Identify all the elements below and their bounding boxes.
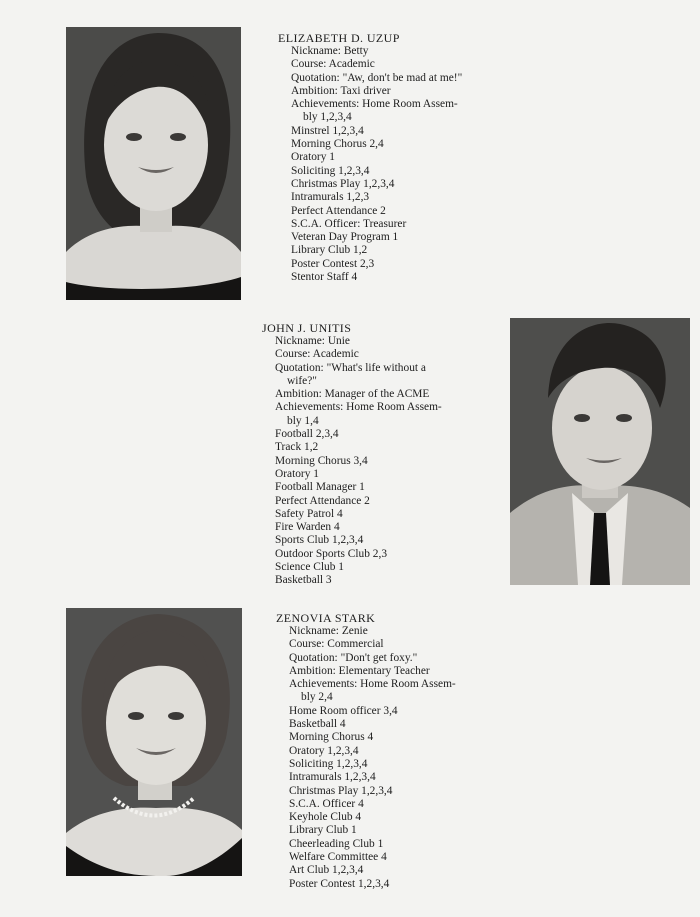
bio-item: Soliciting 1,2,3,4 — [289, 757, 368, 770]
bio-item: Poster Contest 1,2,3,4 — [289, 877, 390, 890]
bio-item: Library Club 1 — [289, 824, 357, 837]
student-name: ZENOVIA STARK — [276, 611, 376, 625]
bio-item: Oratory 1 — [291, 151, 335, 164]
portrait-photo-john — [510, 318, 690, 585]
bio-nickname: Nickname: Zenie — [289, 625, 368, 637]
bio-achievements: Achievements: Home Room Assem- — [275, 401, 442, 414]
bio-nickname: Nickname: Betty — [291, 45, 369, 57]
bio-item: Morning Chorus 2,4 — [291, 138, 384, 151]
bio-item: Welfare Committee 4 — [289, 851, 387, 864]
bio-item: Outdoor Sports Club 2,3 — [275, 547, 388, 560]
bio-item: Football Manager 1 — [275, 481, 365, 494]
bio-item: Perfect Attendance 2 — [275, 494, 370, 507]
bio-nickname: Nickname: Unie — [275, 335, 350, 347]
bio-item: Safety Patrol 4 — [275, 507, 343, 520]
bio-item: Intramurals 1,2,3 — [291, 191, 370, 204]
bio-item: Fire Warden 4 — [275, 521, 340, 534]
bio-item: Home Room officer 3,4 — [289, 704, 398, 717]
bio-item: Minstrel 1,2,3,4 — [291, 124, 364, 137]
student-name: ELIZABETH D. UZUP — [278, 31, 400, 45]
student-bio-zenovia — [276, 611, 497, 891]
bio-item: Soliciting 1,2,3,4 — [291, 164, 370, 177]
bio-item: Veteran Day Program 1 — [291, 231, 399, 244]
bio-item: Football 2,3,4 — [275, 428, 339, 441]
bio-quotation: Quotation: "What's life without a — [275, 361, 426, 374]
bio-course: Course: Commercial — [289, 638, 384, 651]
bio-quotation: Quotation: "Don't get foxy." — [289, 651, 418, 664]
bio-item: Morning Chorus 4 — [289, 731, 374, 744]
bio-item: Perfect Attendance 2 — [291, 204, 386, 217]
bio-item: Basketball 4 — [289, 718, 346, 731]
bio-item: Library Club 1,2 — [291, 244, 368, 257]
bio-ambition: Ambition: Elementary Teacher — [289, 664, 430, 677]
bio-item: Christmas Play 1,2,3,4 — [289, 784, 393, 797]
bio-achievements-cont: bly 2,4 — [301, 691, 333, 704]
bio-achievements: Achievements: Home Room Assem- — [289, 678, 456, 691]
bio-item: S.C.A. Officer: Treasurer — [291, 217, 407, 230]
bio-item: Intramurals 1,2,3,4 — [289, 771, 376, 784]
bio-ambition: Ambition: Taxi driver — [291, 84, 391, 97]
bio-achievements-cont: bly 1,4 — [287, 414, 319, 427]
bio-quotation-cont: wife?" — [287, 374, 317, 387]
student-bio-john — [262, 321, 483, 588]
bio-quotation: Quotation: "Aw, don't be mad at me!" — [291, 71, 463, 84]
bio-achievements: Achievements: Home Room Assem- — [291, 98, 458, 111]
portrait-photo-zenovia — [66, 608, 242, 876]
bio-item: Track 1,2 — [275, 441, 319, 454]
bio-item: Stentor Staff 4 — [291, 271, 358, 284]
student-bio-elizabeth — [278, 31, 499, 284]
bio-course: Course: Academic — [291, 58, 375, 71]
bio-course: Course: Academic — [275, 348, 359, 361]
bio-item: Basketball 3 — [275, 574, 332, 587]
bio-item: Christmas Play 1,2,3,4 — [291, 177, 395, 190]
bio-item: Oratory 1 — [275, 467, 319, 480]
bio-item: Morning Chorus 3,4 — [275, 454, 368, 467]
bio-item: Poster Contest 2,3 — [291, 257, 375, 270]
bio-item: Sports Club 1,2,3,4 — [275, 534, 364, 547]
bio-item: Oratory 1,2,3,4 — [289, 744, 359, 757]
bio-ambition: Ambition: Manager of the ACME — [275, 388, 430, 401]
bio-item: Keyhole Club 4 — [289, 811, 362, 824]
bio-item: Cheerleading Club 1 — [289, 837, 384, 850]
bio-item: Art Club 1,2,3,4 — [289, 864, 364, 877]
bio-achievements-cont: bly 1,2,3,4 — [303, 111, 352, 124]
bio-item: Science Club 1 — [275, 561, 344, 574]
bio-item: S.C.A. Officer 4 — [289, 797, 364, 810]
portrait-photo-elizabeth — [66, 27, 241, 300]
student-name: JOHN J. UNITIS — [262, 321, 352, 335]
